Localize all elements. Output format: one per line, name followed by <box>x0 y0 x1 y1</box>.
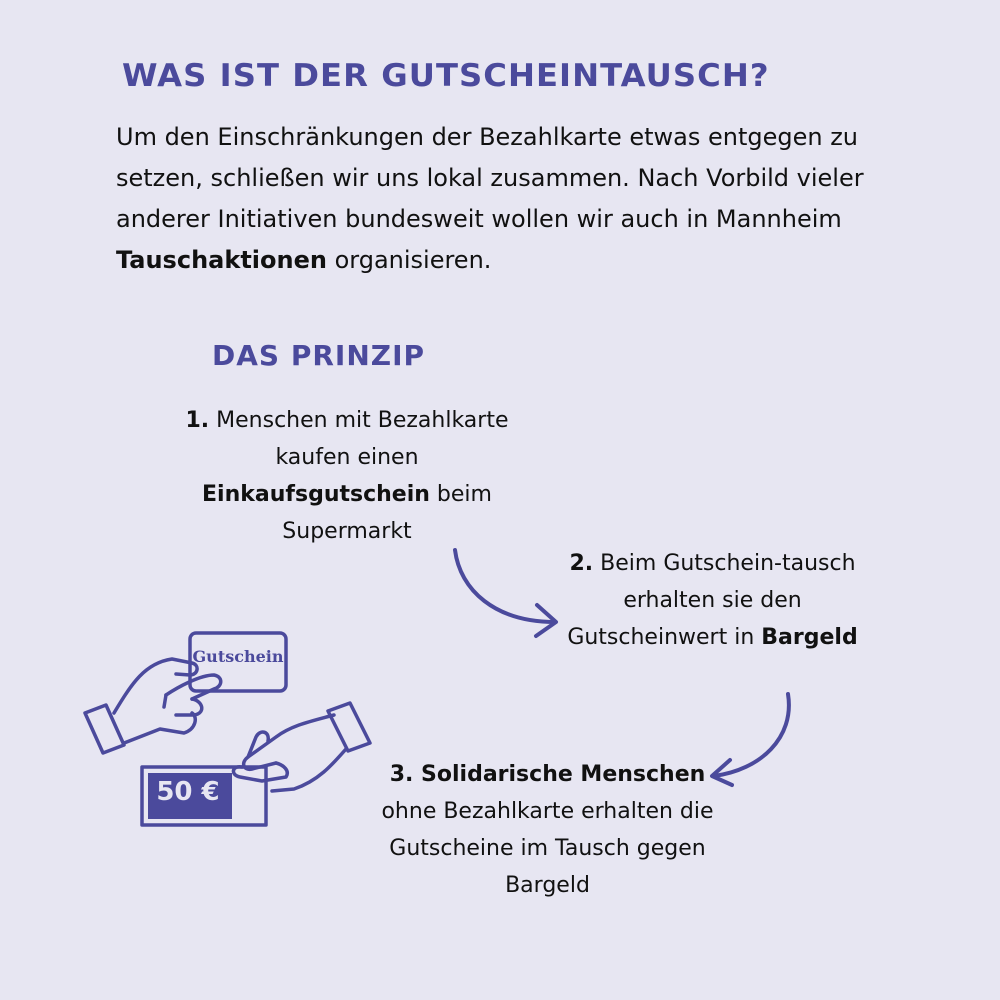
step-1 <box>162 402 532 550</box>
step-1-number: 1. <box>185 408 210 433</box>
step-2-highlight: Bargeld <box>761 625 858 650</box>
step-1-text-end: beim Supermarkt <box>282 482 492 544</box>
exchange-illustration <box>80 625 380 835</box>
cash-label: 50 € <box>156 777 220 807</box>
step-2-text: Beim Gutschein-tausch erhalten sie den Gutscheinwert in <box>567 551 856 650</box>
step-2 <box>560 545 865 656</box>
step-3-text: ohne Bezahlkarte erhalten die Gutscheine im Tausch gegen Bargeld <box>381 799 714 898</box>
intro-highlight: Tauschaktionen <box>116 246 327 274</box>
intro-text-end: organisieren. <box>326 246 492 274</box>
step-3 <box>380 756 715 904</box>
step-1-highlight: Einkaufsgutschein <box>202 482 430 507</box>
voucher-label: Gutschein <box>192 647 284 666</box>
step-2-number: 2. <box>569 551 594 576</box>
intro-paragraph <box>116 117 936 281</box>
step-1-text: Menschen mit Bezahlkarte kaufen einen <box>209 408 509 470</box>
step-3-highlight: 3. Solidarische Menschen <box>389 762 706 787</box>
page-title: WAS IST DER GUTSCHEINTAUSCH? <box>122 58 770 94</box>
arrow-step2-to-step3-icon <box>700 688 800 788</box>
intro-text-start: Um den Einschränkungen der Bezahlkarte etwas entgegen zu setzen, schließen wir uns lokal zusammen. Nach Vorbild vieler anderer Initiativen bundesweit wollen wir auch in Mannheim <box>116 123 864 233</box>
arrow-step1-to-step2-icon <box>440 540 570 640</box>
principle-title: DAS PRINZIP <box>212 339 426 372</box>
